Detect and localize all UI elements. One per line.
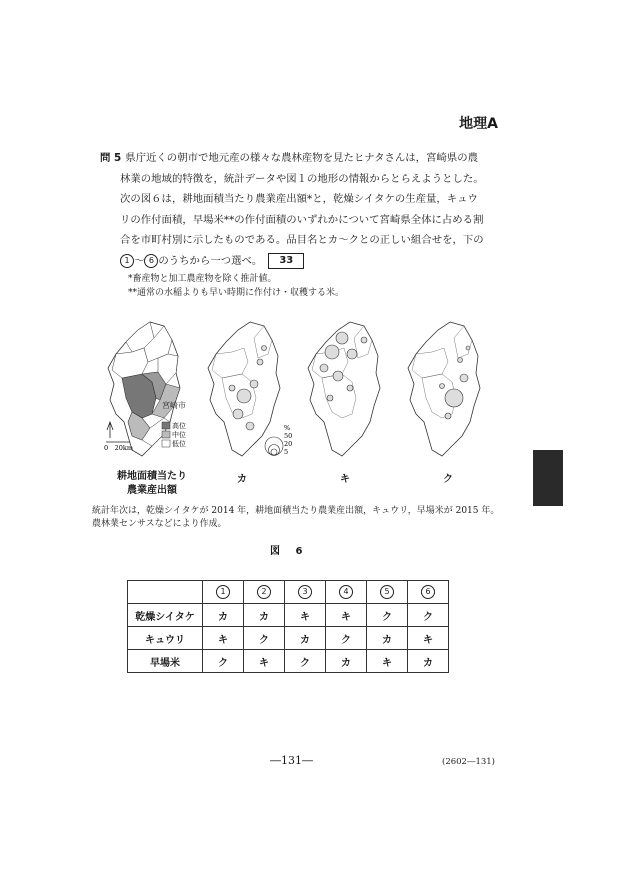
scale-label: 0 20km xyxy=(104,444,134,452)
question-line-6: 1 ～ 6 のうちから一つ選べ。 33 xyxy=(100,251,500,272)
table-row: 早場米 ク キ ク カ キ カ xyxy=(128,650,449,673)
subject-title: 地理A xyxy=(459,116,498,132)
map-agri-output xyxy=(102,318,198,468)
map-ka xyxy=(202,318,298,468)
legend-low: 低位 xyxy=(172,440,186,448)
row-label-shiitake: 乾燥シイタケ xyxy=(128,604,203,627)
exam-code: (2602―131) xyxy=(442,757,495,767)
question-line-1: 問 5 県庁近くの朝市で地元産の様々な農林産物を見たヒナタさんは，宮崎県の農 xyxy=(100,152,479,164)
city-label: 宮崎市 xyxy=(162,401,186,410)
choice-4: 4 xyxy=(339,585,353,599)
choice-start-marker: 1 xyxy=(120,254,134,268)
footnotes xyxy=(128,272,344,300)
question-block xyxy=(100,148,500,271)
circle-legend-5: 5 xyxy=(284,448,289,456)
index-tab xyxy=(533,450,563,506)
circle-legend-unit: % xyxy=(284,424,291,432)
map-label-agri-output: 耕地面積当たり 農業産出額 xyxy=(117,471,187,496)
table-row: 乾燥シイタケ カ カ キ キ ク ク xyxy=(128,604,449,627)
map-ki xyxy=(302,318,398,468)
choice-table xyxy=(127,580,449,673)
choice-table-header xyxy=(128,581,449,604)
map-label-ku: ク xyxy=(443,474,453,485)
circle-legend-50: 50 xyxy=(284,432,293,440)
figure-source xyxy=(92,505,512,531)
source-line-1: 統計年次は，乾燥シイタケが 2014 年，耕地面積当たり農業産出額，キュウリ，早場米が 2015 年。 xyxy=(92,506,500,516)
source-line-2: 農林業センサスなどにより作成。 xyxy=(92,519,227,529)
map-label-ka: カ xyxy=(237,474,247,485)
page-number: ―131― xyxy=(270,754,313,767)
question-line-5: 合を市町村別に示したものである。品目名とカ～クとの正しい組合せを，下の xyxy=(120,234,484,246)
figure-maps xyxy=(92,318,492,478)
footnote-2: **通常の水稲よりも早い時期に作付け・収穫する米。 xyxy=(128,288,345,298)
map-ku-svg xyxy=(402,318,498,468)
row-label-cucumber: キュウリ xyxy=(128,627,203,650)
figure-caption: 図 6 xyxy=(270,546,309,557)
question-line-4: リの作付面積，早場米**の作付面積のいずれかについて宮崎県全体に占める割 xyxy=(120,213,484,226)
question-line-2: 林業の地域的特徴を，統計データや図１の地形の情報からとらえようとした。 xyxy=(120,172,484,185)
map-ka-svg xyxy=(202,318,298,468)
question-number: 問 5 xyxy=(100,152,122,164)
map-agri-output-svg xyxy=(102,318,198,468)
choice-end-marker: 6 xyxy=(144,254,158,268)
map-ki-svg xyxy=(302,318,398,468)
table-row: キュウリ キ ク カ ク カ キ xyxy=(128,627,449,650)
question-line-3: 次の図６は，耕地面積当たり農業産出額*と，乾燥シイタケの生産量，キュウ xyxy=(120,193,478,205)
choice-5: 5 xyxy=(380,585,394,599)
choice-2: 2 xyxy=(257,585,271,599)
choice-3: 3 xyxy=(298,585,312,599)
footnote-1: *畜産物と加工農産物を除く推計値。 xyxy=(128,274,277,284)
map-label-ki: キ xyxy=(340,474,350,485)
row-label-early-rice: 早場米 xyxy=(128,650,203,673)
answer-number-box: 33 xyxy=(268,253,304,269)
circle-legend-20: 20 xyxy=(284,440,293,448)
legend-high: 高位 xyxy=(172,422,186,430)
choice-6: 6 xyxy=(421,585,435,599)
map-ku xyxy=(402,318,498,468)
north-arrow-icon xyxy=(107,422,113,438)
choice-1: 1 xyxy=(216,585,230,599)
legend-mid: 中位 xyxy=(172,431,186,439)
